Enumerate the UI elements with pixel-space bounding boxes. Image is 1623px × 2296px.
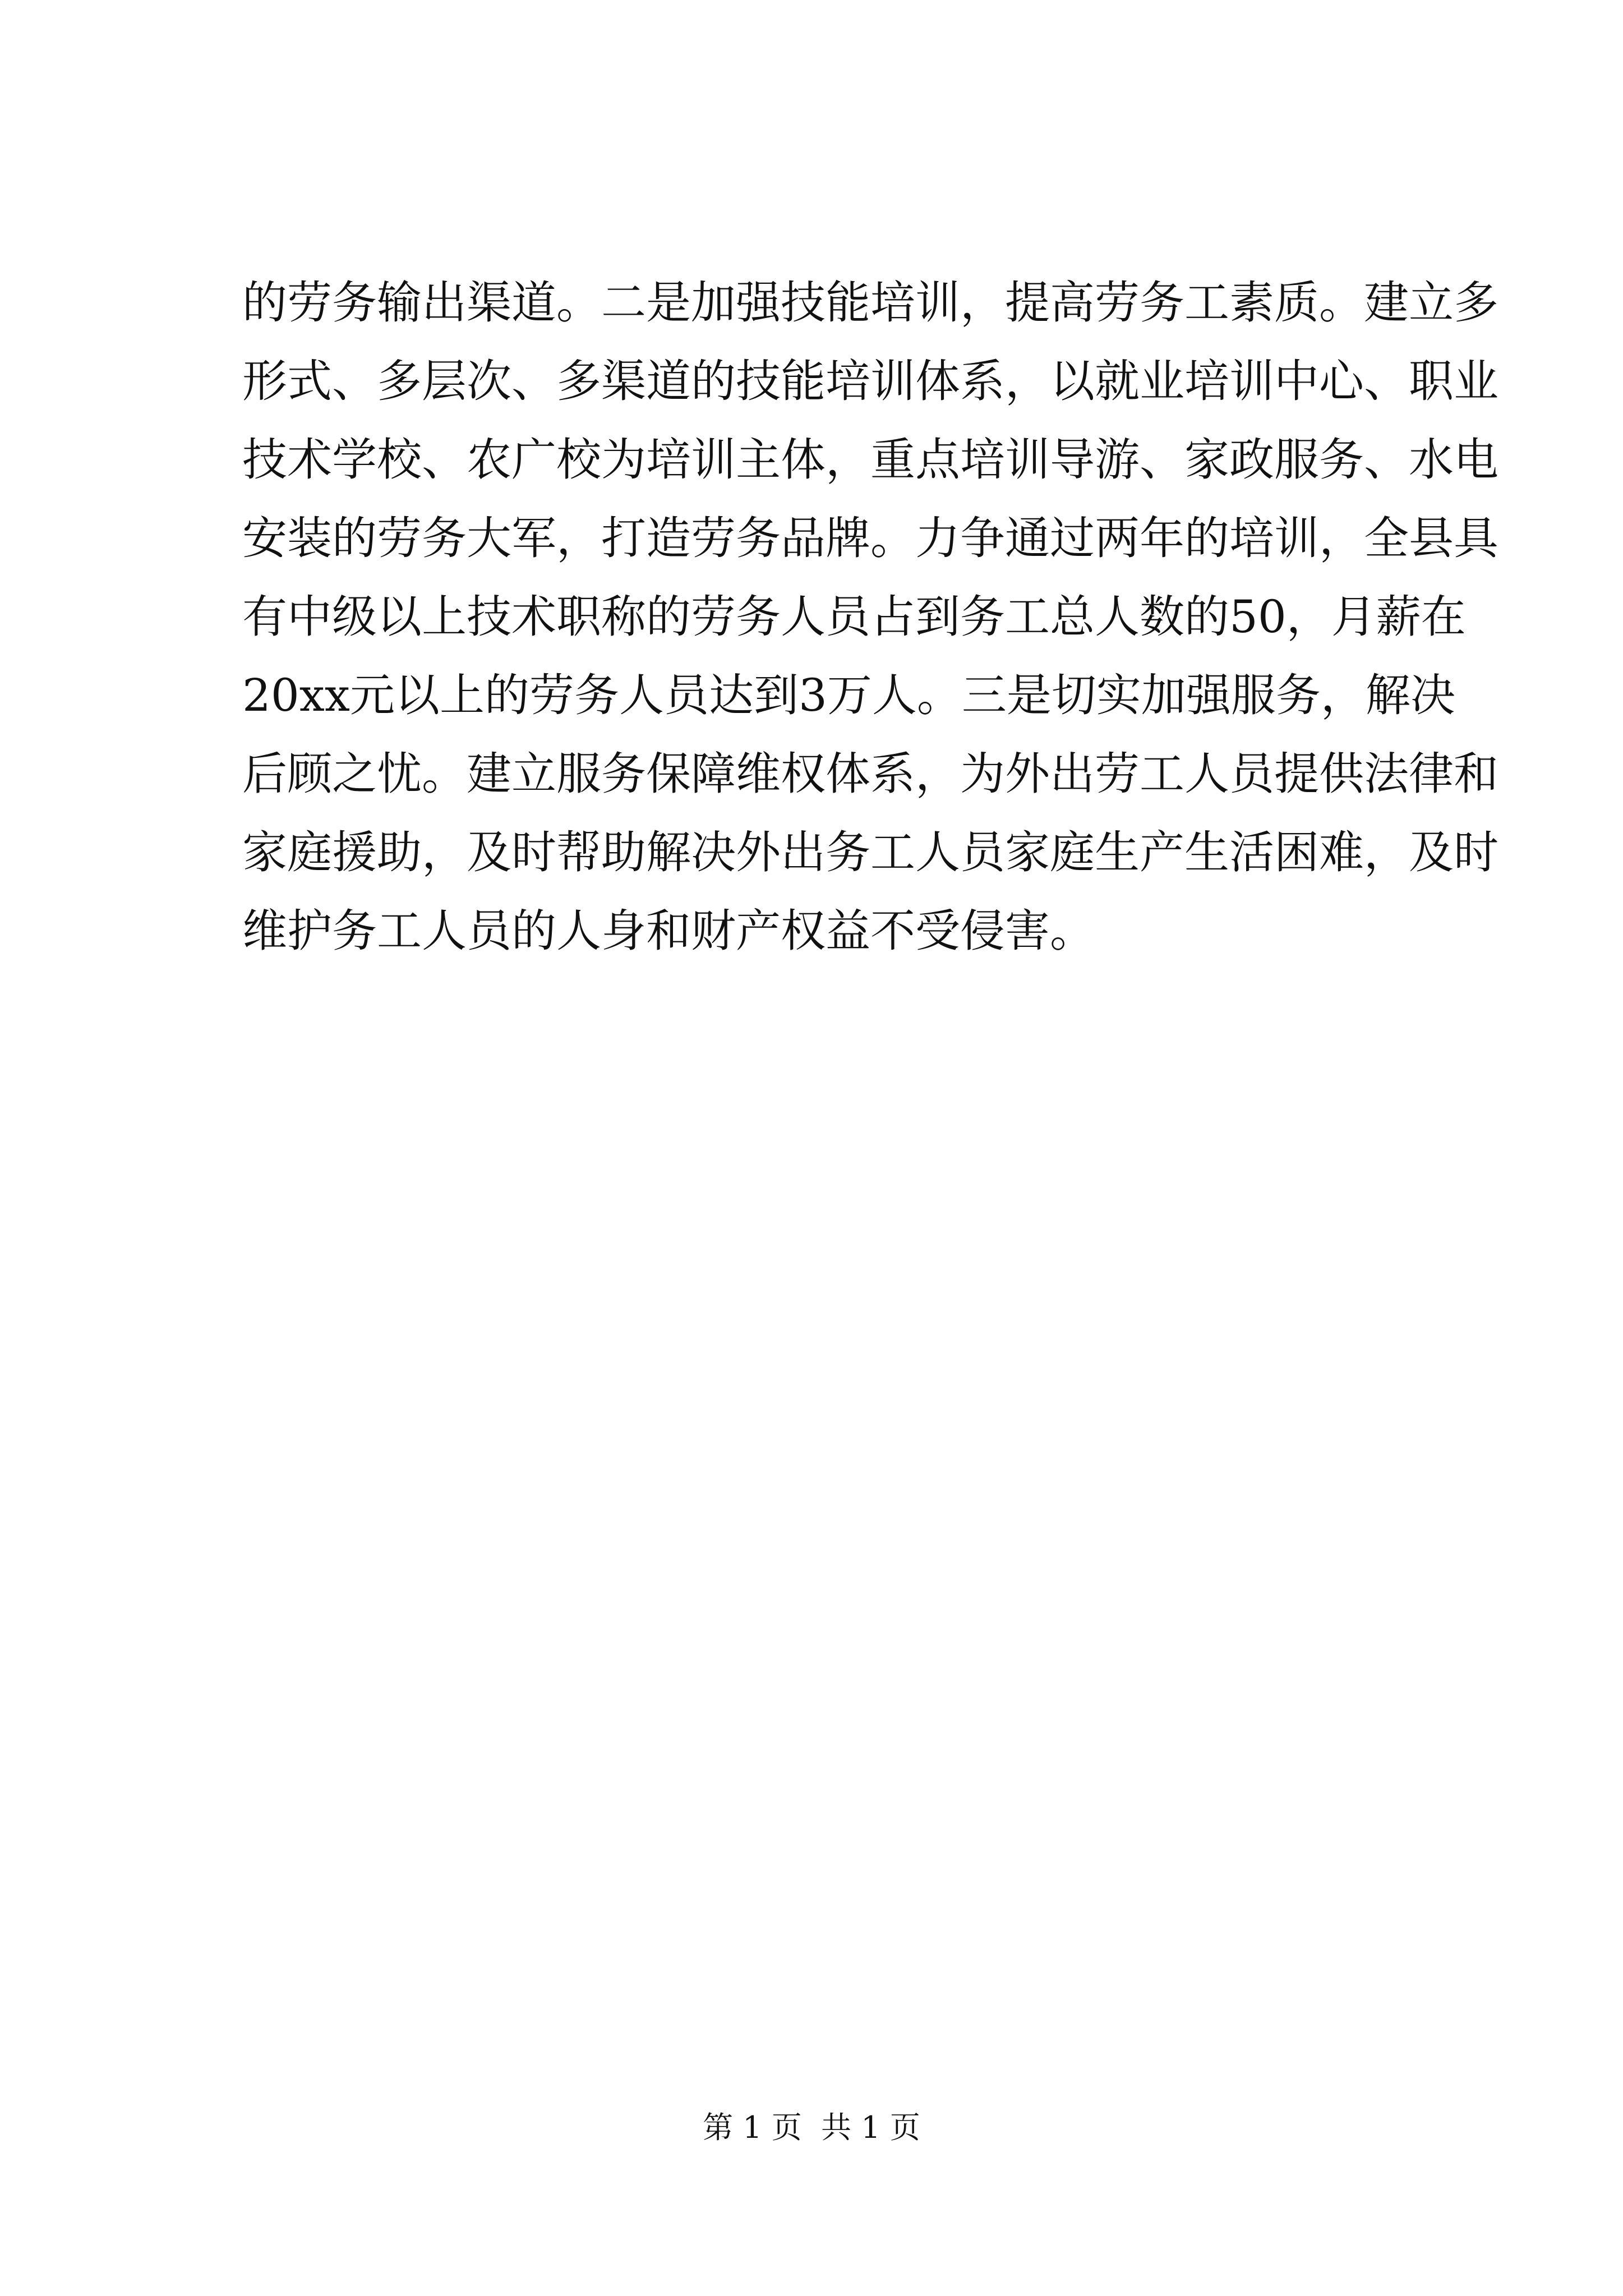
paragraph-line: 家庭援助，及时帮助解决外出务工人员家庭生产生活困难，及时	[242, 826, 1498, 878]
page-number-label: 第 1 页 共 1 页	[703, 2110, 920, 2145]
paragraph-line: 后顾之忧。建立服务保障维权体系，为外出劳工人员提供法律和	[242, 748, 1498, 800]
body-paragraph	[242, 264, 1498, 970]
paragraph-line: 的劳务输出渠道。二是加强技能培训，提高劳务工素质。建立多	[242, 277, 1498, 329]
paragraph-line: 技术学校、农广校为培训主体，重点培训导游、家政服务、水电	[242, 434, 1498, 486]
paragraph-line: 20xx元以上的劳务人员达到3万人。三是切实加强服务，解决	[242, 669, 1455, 721]
paragraph-line: 安装的劳务大军，打造劳务品牌。力争通过两年的培训，全县具	[242, 512, 1498, 564]
paragraph-line: 形式、多层次、多渠道的技能培训体系，以就业培训中心、职业	[242, 355, 1498, 407]
page-footer	[0, 2108, 1623, 2147]
paragraph-line: 有中级以上技术职称的劳务人员占到务工总人数的50，月薪在	[242, 591, 1466, 643]
paragraph-line: 维护务工人员的人身和财产权益不受侵害。	[242, 905, 1095, 957]
